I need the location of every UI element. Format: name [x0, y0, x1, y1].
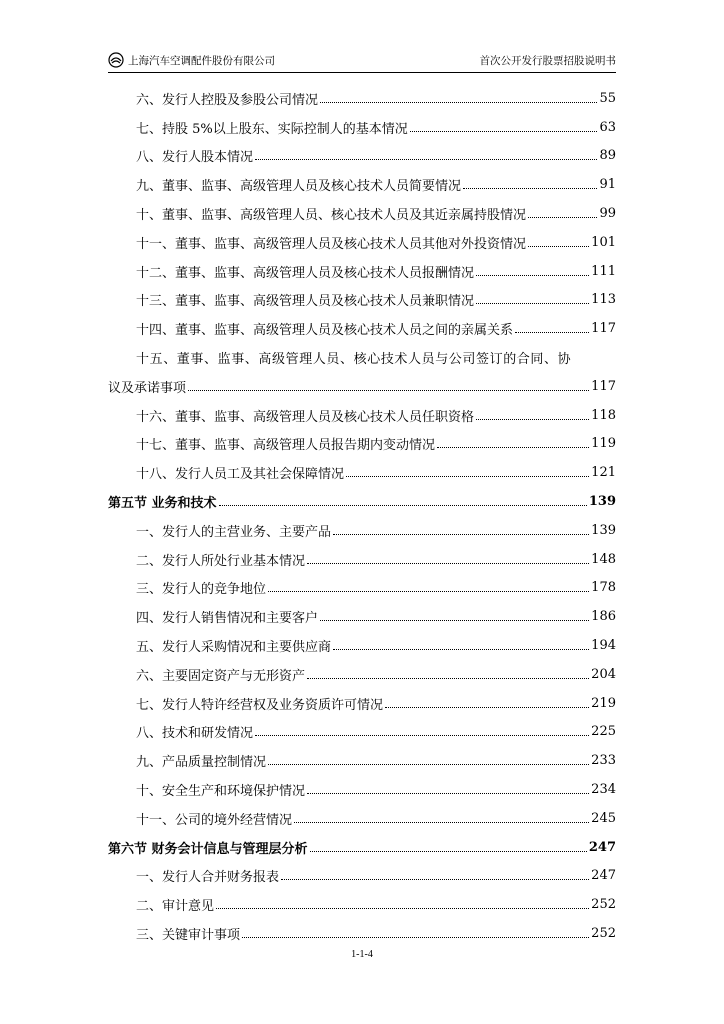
toc-entry[interactable] — [108, 602, 616, 631]
toc-page-number: 99 — [599, 206, 616, 222]
toc-leader-dots — [476, 303, 589, 304]
document-title: 首次公开发行股票招股说明书 — [479, 55, 616, 67]
company-name: 上海汽车空调配件股份有限公司 — [128, 55, 275, 67]
toc-entry[interactable] — [108, 228, 616, 257]
toc-page-number: 252 — [591, 926, 616, 941]
toc-leader-dots — [307, 793, 589, 794]
toc-leader-dots — [188, 390, 589, 391]
toc-page-number: 247 — [591, 868, 616, 884]
toc-entry[interactable] — [108, 516, 616, 545]
toc-entry[interactable] — [108, 862, 616, 891]
toc-leader-dots — [437, 447, 589, 448]
toc-entry-title: 五、发行人采购情况和主要供应商 — [136, 640, 332, 656]
toc-entry-title: 二、发行人所处行业基本情况 — [136, 553, 306, 569]
toc-leader-dots — [333, 534, 589, 535]
toc-entry-title: 三、发行人的竞争地位 — [136, 582, 267, 598]
toc-leader-dots — [242, 937, 589, 938]
toc-entry-title: 七、持股 5%以上股东、实际控制人的基本情况 — [136, 121, 408, 137]
toc-page-number: 118 — [591, 407, 616, 423]
toc-entry-title: 第六节 财务会计信息与管理层分析 — [108, 841, 308, 857]
toc-page-number: 148 — [591, 551, 616, 567]
toc-leader-dots — [333, 649, 589, 650]
toc-page-number: 225 — [591, 724, 616, 740]
toc-leader-dots — [307, 678, 589, 679]
toc-page-number: 204 — [591, 666, 616, 682]
toc-leader-dots — [268, 764, 589, 765]
toc-page-number: 219 — [591, 695, 616, 711]
toc-entry-title: 三、关键审计事项 — [136, 928, 241, 943]
toc-entry-title: 十、安全生产和环境保护情况 — [136, 784, 306, 800]
toc-entry[interactable] — [108, 199, 616, 228]
toc-leader-dots — [528, 246, 589, 247]
toc-page-number: 234 — [591, 782, 616, 798]
toc-entry[interactable] — [108, 545, 616, 574]
toc-entry-title: 十五、董事、监事、高级管理人员、核心技术人员与公司签订的合同、协 — [136, 352, 572, 368]
toc-entry-title: 六、发行人控股及参股公司情况 — [136, 92, 319, 108]
toc-leader-dots — [310, 851, 587, 852]
toc-entry[interactable] — [108, 430, 616, 459]
toc-entry-title: 十二、董事、监事、高级管理人员及核心技术人员报酬情况 — [136, 265, 475, 281]
toc-entry[interactable] — [108, 314, 616, 343]
toc-entry[interactable] — [108, 890, 616, 919]
toc-entry-title: 二、审计意见 — [136, 899, 215, 915]
toc-section-entry[interactable] — [108, 487, 616, 516]
toc-entry-title: 十一、董事、监事、高级管理人员及核心技术人员其他对外投资情况 — [136, 236, 527, 252]
toc-leader-dots — [515, 332, 589, 333]
toc-entry[interactable] — [108, 775, 616, 804]
company-logo-icon — [108, 52, 124, 68]
toc-entry-title: 九、产品质量控制情况 — [136, 755, 267, 771]
toc-entry[interactable] — [108, 689, 616, 718]
toc-page-number: 117 — [591, 321, 616, 337]
table-of-contents — [108, 84, 616, 948]
toc-page-number: 121 — [591, 465, 616, 481]
toc-page-number: 113 — [591, 292, 616, 308]
toc-entry-title: 十、董事、监事、高级管理人员、核心技术人员及其近亲属持股情况 — [136, 208, 527, 224]
toc-entry[interactable] — [108, 343, 616, 372]
toc-entry-title: 四、发行人销售情况和主要客户 — [136, 611, 319, 627]
toc-entry[interactable] — [108, 804, 616, 833]
toc-leader-dots — [307, 563, 589, 564]
toc-page-number: 186 — [591, 609, 616, 625]
toc-entry-title: 一、发行人合并财务报表 — [136, 870, 280, 886]
toc-entry-title: 八、技术和研发情况 — [136, 726, 254, 742]
toc-page-number: 178 — [591, 580, 616, 596]
toc-entry[interactable] — [108, 746, 616, 775]
toc-entry-title: 十三、董事、监事、高级管理人员及核心技术人员兼职情况 — [136, 294, 475, 310]
toc-page-number: 111 — [591, 263, 616, 279]
toc-leader-dots — [216, 908, 589, 909]
toc-leader-dots — [255, 735, 589, 736]
toc-entry-title: 十六、董事、监事、高级管理人员及核心技术人员任职资格 — [136, 409, 475, 425]
toc-entry-title: 九、董事、监事、高级管理人员及核心技术人员简要情况 — [136, 179, 462, 195]
toc-page-number: 245 — [591, 810, 616, 826]
toc-page-number: 119 — [591, 436, 616, 452]
toc-page-number: 233 — [591, 753, 616, 769]
toc-page-number: 63 — [599, 119, 616, 135]
toc-page-number: 139 — [588, 494, 616, 510]
toc-leader-dots — [346, 476, 589, 477]
toc-entry[interactable] — [108, 84, 616, 113]
toc-leader-dots — [320, 102, 597, 103]
toc-page-number: 194 — [591, 638, 616, 654]
toc-entry-title: 七、发行人特许经营权及业务资质许可情况 — [136, 697, 384, 713]
toc-page-number: 252 — [591, 897, 616, 913]
toc-leader-dots — [476, 419, 589, 420]
toc-leader-dots — [463, 188, 597, 189]
toc-entry[interactable] — [108, 631, 616, 660]
toc-entry[interactable] — [108, 372, 616, 401]
toc-page-number: 117 — [591, 378, 616, 394]
toc-entry-title: 八、发行人股本情况 — [136, 150, 254, 166]
page-header — [108, 50, 616, 73]
toc-entry[interactable] — [108, 142, 616, 171]
toc-entry[interactable] — [108, 458, 616, 487]
toc-page-number: 139 — [591, 522, 616, 538]
toc-entry[interactable] — [108, 286, 616, 315]
toc-entry-title: 第五节 业务和技术 — [108, 496, 217, 512]
toc-entry-title: 十八、发行人员工及其社会保障情况 — [136, 467, 345, 483]
toc-leader-dots — [320, 620, 589, 621]
toc-page-number: 55 — [599, 90, 616, 106]
toc-leader-dots — [281, 879, 589, 880]
toc-entry[interactable] — [108, 257, 616, 286]
toc-entry[interactable] — [108, 401, 616, 430]
toc-entry[interactable] — [108, 660, 616, 689]
toc-page-number: 247 — [588, 839, 616, 855]
toc-leader-dots — [385, 707, 589, 708]
toc-leader-dots — [410, 131, 598, 132]
toc-entry-title: 议及承诺事项 — [108, 380, 187, 396]
toc-entry-title: 十一、公司的境外经营情况 — [136, 812, 293, 828]
toc-page-number: 89 — [599, 148, 616, 164]
toc-leader-dots — [268, 591, 589, 592]
toc-page-number: 101 — [591, 234, 616, 250]
toc-entry[interactable] — [108, 113, 616, 142]
toc-leader-dots — [528, 217, 597, 218]
toc-leader-dots — [219, 505, 587, 506]
toc-entry[interactable] — [108, 919, 616, 948]
toc-entry-title: 六、主要固定资产与无形资产 — [136, 668, 306, 684]
toc-entry[interactable] — [108, 574, 616, 603]
toc-leader-dots — [255, 159, 597, 160]
toc-entry-title: 十四、董事、监事、高级管理人员及核心技术人员之间的亲属关系 — [136, 323, 514, 339]
toc-entry-title: 十七、董事、监事、高级管理人员报告期内变动情况 — [136, 438, 436, 454]
toc-leader-dots — [476, 275, 589, 276]
toc-entry[interactable] — [108, 170, 616, 199]
toc-entry-title: 一、发行人的主营业务、主要产品 — [136, 524, 332, 540]
toc-leader-dots — [294, 822, 589, 823]
toc-entry[interactable] — [108, 718, 616, 747]
toc-page-number: 91 — [599, 177, 616, 193]
page-number: 1-1-4 — [351, 949, 373, 960]
toc-section-entry[interactable] — [108, 833, 616, 862]
